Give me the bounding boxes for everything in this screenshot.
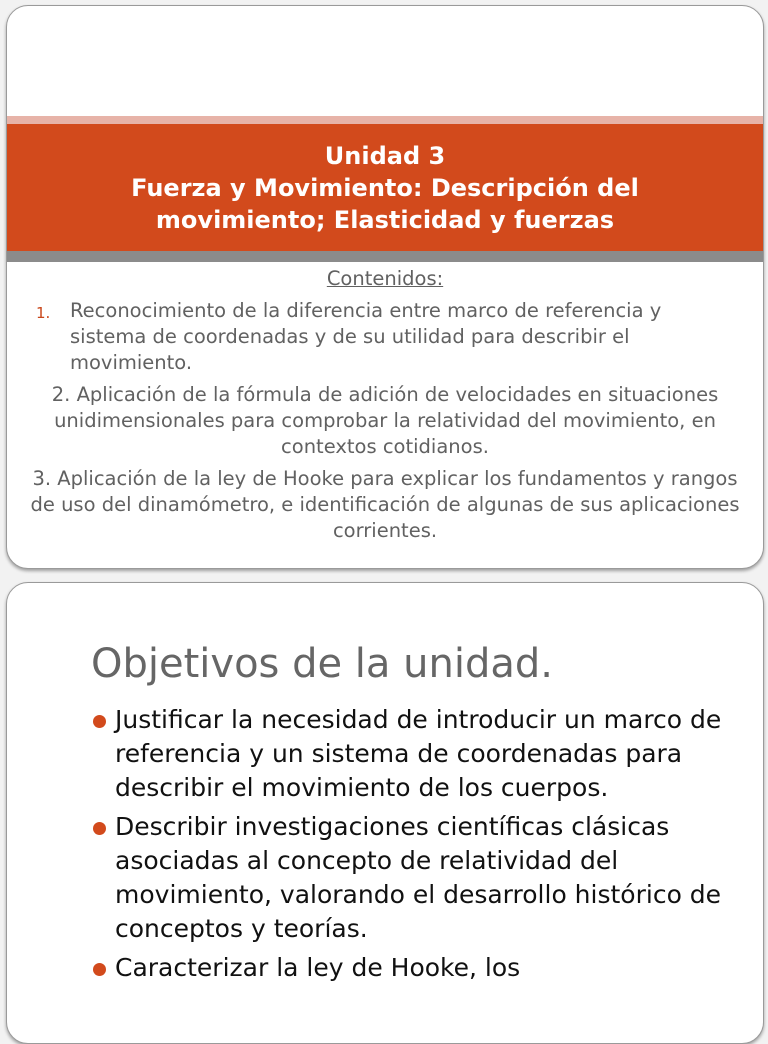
slide-unidad-3 (6, 5, 764, 569)
accent-strip (7, 116, 763, 124)
content-item-1 (7, 298, 763, 376)
bullet-dot-icon (93, 822, 106, 835)
contents-heading: Contenidos: (326, 267, 444, 290)
content-item-3: 3. Aplicación de la ley de Hooke para explicar los fundamentos y rangos de uso del dinamómetro, e identificación de algunas de sus aplicaciones corrientes. (30, 467, 740, 542)
slide-objetivos (6, 582, 764, 1044)
bullet-dot-icon (93, 963, 106, 976)
content-item-2: 2. Aplicación de la fórmula de adición de velocidades en situaciones unidimensionales para comprobar la relatividad del movimiento, en contextos cotidianos. (51, 383, 719, 458)
banner-title-line-2: movimiento; Elasticidad y fuerzas (155, 206, 615, 234)
divider-strip (7, 251, 763, 262)
objective-text: Describir investigaciones científicas clásicas asociadas al concepto de relatividad del movimiento, valorando el desarrollo histórico de conceptos y teorías. (115, 812, 722, 943)
contents-section (7, 266, 763, 550)
item-number: 1. (36, 304, 51, 322)
objective-text: Justificar la necesidad de introducir un marco de referencia y un sistema de coordenadas para describir el movimiento de los cuerpos. (115, 705, 722, 802)
bullet-dot-icon (93, 715, 106, 728)
objectives-list (89, 703, 729, 990)
banner-title-line-1: Fuerza y Movimiento: Descripción del (131, 174, 639, 202)
objective-item (89, 951, 729, 985)
slide-title: Objetivos de la unidad. (91, 641, 553, 687)
objective-item (89, 810, 729, 946)
banner-unit-label: Unidad 3 (324, 142, 446, 170)
title-banner (7, 124, 763, 251)
objective-item (89, 703, 729, 805)
content-item-text: Reconocimiento de la diferencia entre marco de referencia y sistema de coordenadas y de su utilidad para describir el movimiento. (70, 299, 662, 374)
objective-text: Caracterizar la ley de Hooke, los (115, 953, 521, 982)
